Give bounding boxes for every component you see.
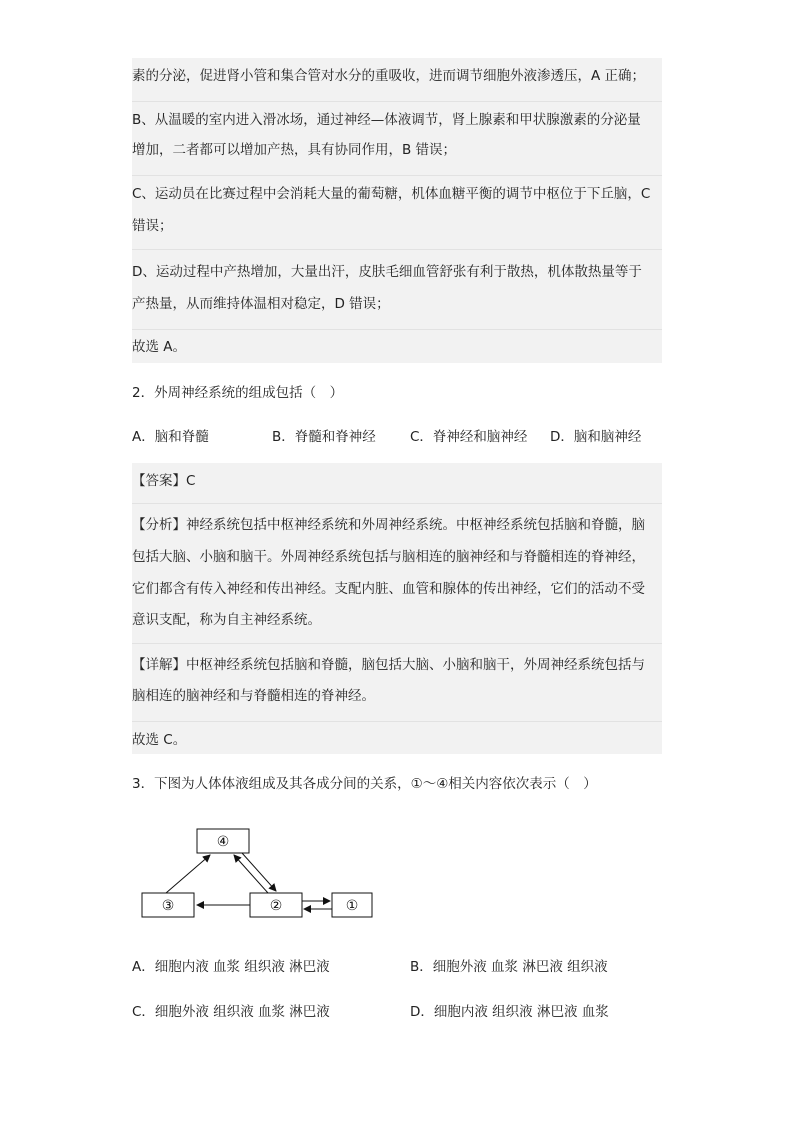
q2-conclusion: 故选 C。 xyxy=(132,732,187,748)
explanation-block-prev xyxy=(132,58,662,363)
q3-option-b: B．细胞外液 血浆 淋巴液 组织液 xyxy=(410,959,608,975)
q2-option-d: D．脑和脑神经 xyxy=(550,429,642,445)
box-4-label: ④ xyxy=(216,834,230,850)
divider xyxy=(132,175,662,176)
divider xyxy=(132,329,662,330)
explanation-line: B、从温暖的室内进入滑冰场，通过神经—体液调节，肾上腺素和甲状腺激素的分泌量 xyxy=(132,112,641,128)
explanation-line: D、运动过程中产热增加，大量出汗，皮肤毛细血管舒张有利于散热，机体散热量等于 xyxy=(132,264,642,280)
divider xyxy=(132,643,662,644)
box-1-label: ① xyxy=(345,898,359,914)
q3-option-a: A．细胞内液 血浆 组织液 淋巴液 xyxy=(132,959,330,975)
q3-option-c: C．细胞外液 组织液 血浆 淋巴液 xyxy=(132,1004,330,1020)
box-3-label: ③ xyxy=(161,898,175,914)
q2-analysis-line: 它们都含有传入神经和传出神经。支配内脏、血管和腺体的传出神经，它们的活动不受 xyxy=(132,581,645,597)
q2-analysis-line: 包括大脑、小脑和脑干。外周神经系统包括与脑相连的脑神经和与脊髓相连的脊神经， xyxy=(132,549,645,565)
q2-analysis-line: 【分析】神经系统包括中枢神经系统和外周神经系统。中枢神经系统包括脑和脊髓，脑 xyxy=(132,517,645,533)
explanation-line: 产热量，从而维持体温相对稳定，D 错误； xyxy=(132,296,390,312)
explanation-line: 错误； xyxy=(132,218,173,234)
divider xyxy=(132,721,662,722)
divider xyxy=(132,249,662,250)
body-fluid-diagram xyxy=(130,820,390,930)
explanation-line: C、运动员在比赛过程中会消耗大量的葡萄糖，机体血糖平衡的调节中枢位于下丘脑，C xyxy=(132,186,651,202)
question-2-stem: 2．外周神经系统的组成包括（ ） xyxy=(132,385,344,401)
explanation-line: 素的分泌，促进肾小管和集合管对水分的重吸收，进而调节细胞外液渗透压，A 正确； xyxy=(132,68,646,84)
divider xyxy=(132,101,662,102)
divider xyxy=(132,503,662,504)
q2-detail-line: 【详解】中枢神经系统包括脑和脊髓，脑包括大脑、小脑和脑干，外周神经系统包括与 xyxy=(132,657,645,673)
arrow-3-to-4 xyxy=(166,855,210,893)
arrow-4-to-2 xyxy=(242,853,276,891)
arrow-2-to-4 xyxy=(234,855,268,893)
question-3-stem: 3．下图为人体体液组成及其各成分间的关系，①～④相关内容依次表示（ ） xyxy=(132,776,597,792)
q2-detail-line: 脑相连的脑神经和与脊髓相连的脊神经。 xyxy=(132,688,375,704)
explanation-line: 增加，二者都可以增加产热，具有协同作用，B 错误； xyxy=(132,142,457,158)
q2-option-b: B．脊髓和脊神经 xyxy=(272,429,376,445)
q2-analysis-line: 意识支配，称为自主神经系统。 xyxy=(132,612,321,628)
q2-answer: 【答案】C xyxy=(132,473,196,489)
conclusion-text: 故选 A。 xyxy=(132,339,187,355)
q3-option-d: D．细胞内液 组织液 淋巴液 血浆 xyxy=(410,1004,609,1020)
box-2-label: ② xyxy=(269,898,283,914)
answer-block-q2 xyxy=(132,463,662,754)
q2-option-c: C．脊神经和脑神经 xyxy=(410,429,528,445)
q2-option-a: A．脑和脊髓 xyxy=(132,429,209,445)
